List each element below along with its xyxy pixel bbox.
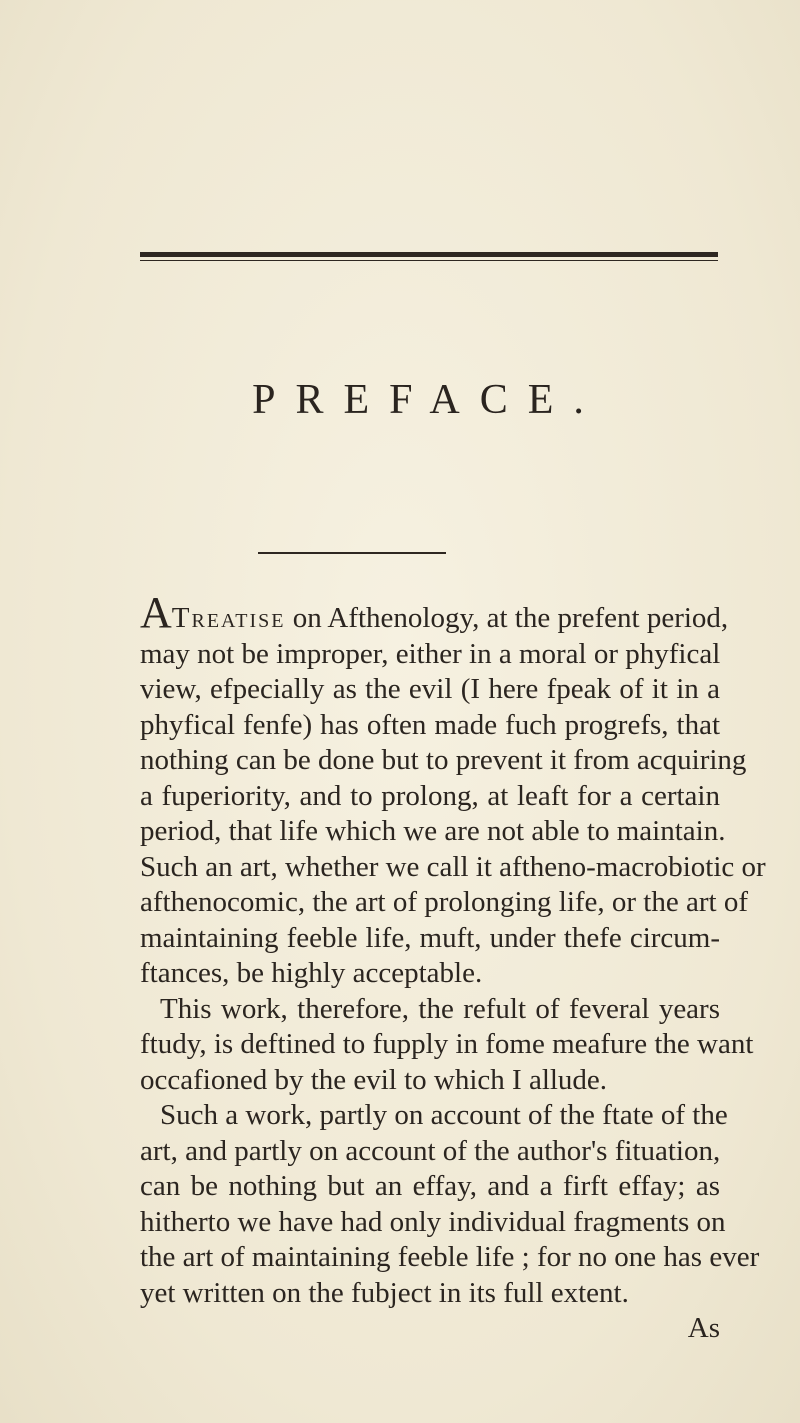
text-line: yet written on the fubject in its full extent. <box>140 1276 629 1309</box>
text-line: This work, therefore, the refult of feveral years <box>160 992 720 1025</box>
opening-line <box>140 588 729 637</box>
text-line: may not be improper, either in a moral or phyfical <box>140 637 721 670</box>
text-line: the art of maintaining feeble life ; for no one has ever <box>140 1241 760 1273</box>
heading-divider <box>258 552 446 554</box>
opening-smallcaps: Treatise <box>171 602 286 634</box>
text-line: Such a work, partly on account of the ftate of the <box>160 1099 728 1131</box>
text-line: afthenocomic, the art of prolonging life, or the art of <box>140 886 748 918</box>
text-line: Such an art, whether we call it aftheno-macrobiotic or <box>140 850 766 883</box>
preface-body <box>140 588 766 1347</box>
text-line: ftances, be highly acceptable. <box>140 957 483 989</box>
text-line: art, and partly on account of the author's fituation, <box>140 1134 721 1167</box>
text-line: period, that life which we are not able to maintain. <box>140 815 726 847</box>
text-line: a fuperiority, and to prolong, at leaft for a certain <box>140 779 720 812</box>
opening-rest: on Afthenology, at the prefent period, <box>285 602 729 634</box>
preface-heading: PREFACE. <box>252 377 604 423</box>
text-line: nothing can be done but to prevent it from acquiring <box>140 744 747 776</box>
header-rule-thin <box>140 260 718 261</box>
catchword: As <box>687 1312 720 1344</box>
text-line: view, efpecially as the evil (I here fpeak of it in a <box>140 673 720 705</box>
text-line: occafioned by the evil to which I allude. <box>140 1063 608 1096</box>
text-line: can be nothing but an effay, and a firft effay; as <box>140 1170 720 1202</box>
text-line: maintaining feeble life, muft, under thefe circum- <box>140 921 720 954</box>
text-line: phyfical fenfe) has often made fuch progrefs, that <box>140 708 720 741</box>
drop-initial: A <box>140 588 172 637</box>
header-rule-thick <box>140 252 718 257</box>
text-line: hitherto we have had only individual fragments on <box>140 1205 726 1238</box>
text-line: ftudy, is deftined to fupply in fome meafure the want <box>140 1028 754 1060</box>
